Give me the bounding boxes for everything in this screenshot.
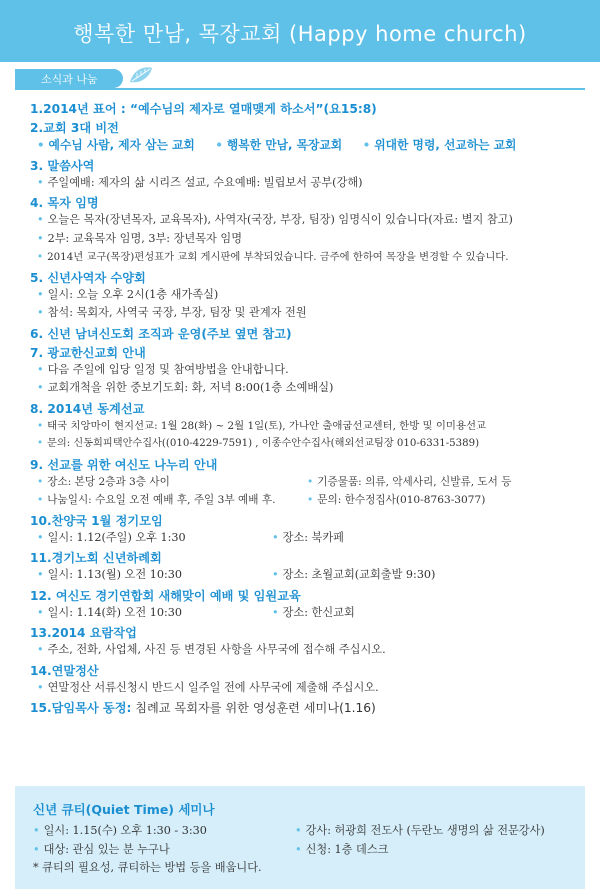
list-item: • 다음 주일에 입당 일정 및 참여방법을 안내합니다. (37, 362, 289, 376)
header-banner (0, 0, 600, 62)
vision-3: 위대한 명령, 선교하는 교회 (374, 138, 517, 152)
list-item: • 2부: 교육목자 임명, 3부: 장년목자 임명 (37, 231, 243, 245)
list-item: • 일시: 1.15(수) 오후 1:30 - 3:30 • 강사: 허광희 전도사 (두란노 생명의 삶 전문강사) (33, 824, 545, 837)
item-12-title: 12. 여신도 경기연합회 새해맞이 예배 및 임원교육 (30, 588, 301, 603)
page-title: 행복한 만남, 목장교회 (Happy home church) (73, 22, 527, 46)
list-item: • 대상: 관심 있는 분 누구나 • 신청: 1층 데스크 (33, 842, 389, 856)
list-item: • 문의: 신동희피택안수집사((010-4229-7591) , 이종수안수집사(해외선교팀장 010-6331-5389) (37, 438, 480, 449)
leaf-icon (128, 64, 154, 86)
list-item: • 일시: 1.13(월) 오전 10:30 • 장소: 초월교회(교회출발 9:30) (37, 568, 436, 581)
section-tab (15, 69, 123, 88)
list-item: • 교회개척을 위한 중보기도회: 화, 저녁 8:00(1층 소예배실) (37, 381, 334, 394)
list-item: • 나눔일시: 수요일 오전 예배 후, 주일 3부 예배 후. • 문의: 한수정집사(010-8763-3077) (37, 494, 486, 506)
list-item: • 2014년 교구(목장)편성표가 교회 게시판에 부착되었습니다. 금주에 한하여 목장을 변경할 수 있습니다. (37, 251, 509, 263)
item-15-detail: 침례교 목회자를 위한 영성훈련 세미나(1.16) (131, 701, 376, 715)
item-14-title: 14.연말정산 (30, 663, 99, 678)
section-rule (15, 88, 585, 90)
item-2-visions: • 예수님 사람, 제자 삼는 교회 • 행복한 만남, 목장교회 • 위대한 명령, 선교하는 교회 (37, 138, 517, 152)
item-2-title: 2.교회 3대 비전 (30, 121, 119, 135)
list-item: • 일시: 오늘 오후 2시(1층 새가족실) (37, 287, 219, 301)
qt-note: * 큐티의 필요성, 큐티하는 방법 등을 배웁니다. (33, 861, 262, 874)
item-4-title: 4. 목자 임명 (30, 196, 99, 210)
list-item: • 연말정산 서류신청시 반드시 일주일 전에 사무국에 제출해 주십시오. (37, 680, 379, 694)
list-item: • 태국 치앙마이 현지선교: 1월 28(화) ~ 2월 1일(토), 가나안 출애굽선교센터, 한방 및 이미용선교 (37, 419, 487, 432)
item-6-title: 6. 신년 남녀신도회 조직과 운영(주보 옆면 참고) (30, 326, 292, 341)
section-tab-label: 소식과 나눔 (41, 73, 98, 86)
list-item: • 참석: 목회자, 사역국 국장, 부장, 팀장 및 관계자 전원 (37, 306, 307, 319)
item-15-title: 15.담임목사 동정: 침례교 목회자를 위한 영성훈련 세미나(1.16) (30, 701, 376, 715)
list-item: • 주일예배: 제자의 삶 시리즈 설교, 수요예배: 빌립보서 공부(강해) (37, 175, 363, 189)
item-8-title: 8. 2014년 동계선교 (30, 401, 145, 416)
qt-details (33, 822, 578, 878)
qt-title: 신년 큐티(Quiet Time) 세미나 (33, 802, 215, 817)
list-item: • 장소: 본당 2층과 3층 사이 • 기증물품: 의류, 악세사리, 신발류, 도서 등 (37, 475, 512, 488)
list-item: • 일시: 1.12(주일) 오후 1:30 • 장소: 북카페 (37, 530, 344, 544)
item-13-title: 13.2014 요람작업 (30, 626, 137, 640)
item-11-title: 11.경기노회 신년하례회 (30, 551, 162, 565)
item-10-title: 10.찬양국 1월 정기모임 (30, 513, 163, 528)
list-item: • 일시: 1.14(화) 오전 10:30 • 장소: 한신교회 (37, 605, 355, 619)
announcement-list (30, 98, 585, 716)
item-1-title: 1.2014년 표어 : “예수님의 제자로 열매맺게 하소서”(요15:8) (30, 102, 377, 116)
item-9-title: 9. 선교를 위한 여신도 나누리 안내 (30, 457, 218, 472)
list-item: • 주소, 전화, 사업체, 사진 등 변경된 사항을 사무국에 접수해 주십시오. (37, 643, 386, 656)
item-3-title: 3. 말씀사역 (30, 158, 95, 173)
vision-2: 행복한 만남, 목장교회 (226, 138, 343, 152)
item-7-title: 7. 광교한신교회 안내 (30, 345, 146, 360)
item-5-title: 5. 신년사역자 수양회 (30, 270, 146, 285)
list-item: • 오늘은 목자(장년목자, 교육목자), 사역자(국장, 부장, 팀장) 임명식이 있습니다(자료: 별지 참고) (37, 213, 513, 226)
qt-seminar-box (15, 786, 585, 889)
vision-1: 예수님 사람, 제자 삼는 교회 (48, 138, 195, 152)
